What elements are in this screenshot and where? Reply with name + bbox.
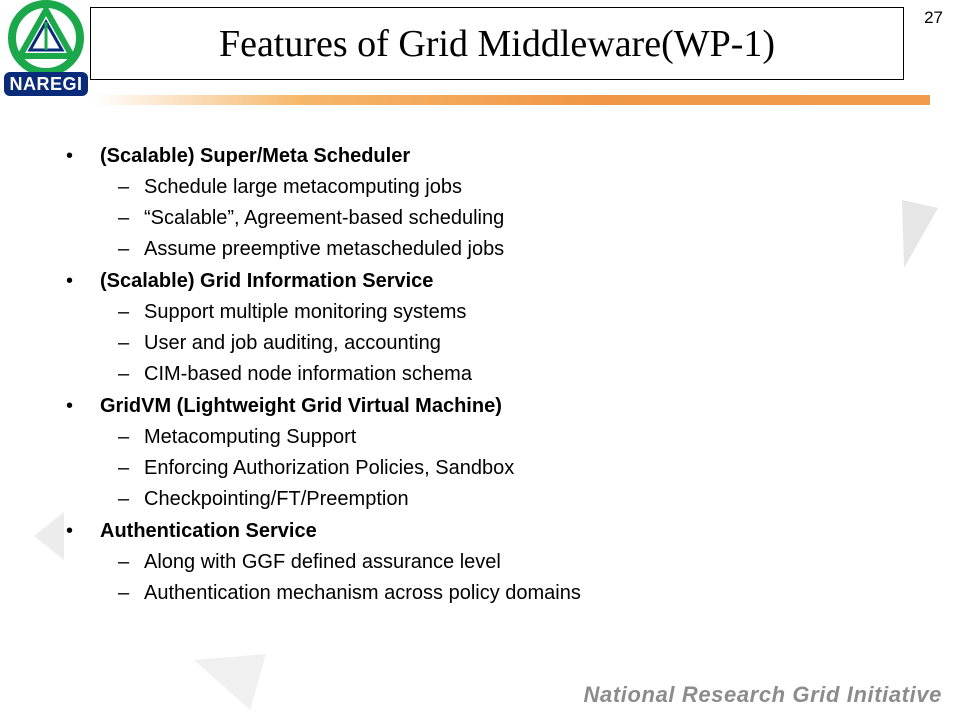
page-number: 27 [924,8,943,27]
sub-item [66,203,906,234]
bullet-heading [66,515,906,547]
dash-icon: – [118,238,130,260]
sub-item-text: Support multiple monitoring systems [144,301,467,323]
sub-item [66,547,906,578]
slide-title: Features of Grid Middleware(WP-1) [218,22,776,65]
bullet-heading-text: GridVM (Lightweight Grid Virtual Machine) [100,395,502,417]
logo-emblem-icon [0,0,92,74]
bullet-list [66,140,906,609]
dash-icon: – [118,301,130,323]
dash-icon: – [118,582,130,604]
sub-item-text: Authentication mechanism across policy domains [144,582,581,604]
naregi-logo [0,0,92,100]
bullet-dot-icon: • [66,395,74,417]
decorative-triangle-left [30,508,70,564]
bullet-heading [66,265,906,297]
sub-item [66,172,906,203]
dash-icon: – [118,426,130,448]
sub-item [66,422,906,453]
sub-item-text: Metacomputing Support [144,426,357,448]
bullet-heading [66,140,906,172]
bullet-heading-text: (Scalable) Super/Meta Scheduler [100,145,411,167]
sub-item [66,359,906,390]
sub-item [66,453,906,484]
dash-icon: – [118,207,130,229]
sub-item-text: Along with GGF defined assurance level [144,551,501,573]
sub-item [66,484,906,515]
dash-icon: – [118,488,130,510]
title-underline-bar [92,95,930,105]
sub-item-text: Checkpointing/FT/Preemption [144,488,409,510]
decorative-triangle-bottom [190,650,270,714]
sub-item-text: Enforcing Authorization Policies, Sandbox [144,457,515,479]
sub-item-text: Assume preemptive metascheduled jobs [144,238,505,260]
sub-item-text: Schedule large metacomputing jobs [144,176,462,198]
dash-icon: – [118,363,130,385]
bullet-heading-text: (Scalable) Grid Information Service [100,270,434,292]
sub-item-text: “Scalable”, Agreement-based scheduling [144,207,505,229]
dash-icon: – [118,332,130,354]
dash-icon: – [118,551,130,573]
sub-item-text: CIM-based node information schema [144,363,472,385]
footer-text: National Research Grid Initiative [583,682,942,707]
dash-icon: – [118,457,130,479]
dash-icon: – [118,176,130,198]
bullet-dot-icon: • [66,520,74,542]
sub-item [66,297,906,328]
bullet-dot-icon: • [66,270,74,292]
title-box [90,7,904,80]
bullet-heading [66,390,906,422]
sub-item [66,328,906,359]
sub-item [66,578,906,609]
sub-item [66,234,906,265]
bullet-dot-icon: • [66,145,74,167]
sub-item-text: User and job auditing, accounting [144,332,441,354]
logo-wordmark: NAREGI [4,72,88,96]
bullet-heading-text: Authentication Service [100,520,317,542]
